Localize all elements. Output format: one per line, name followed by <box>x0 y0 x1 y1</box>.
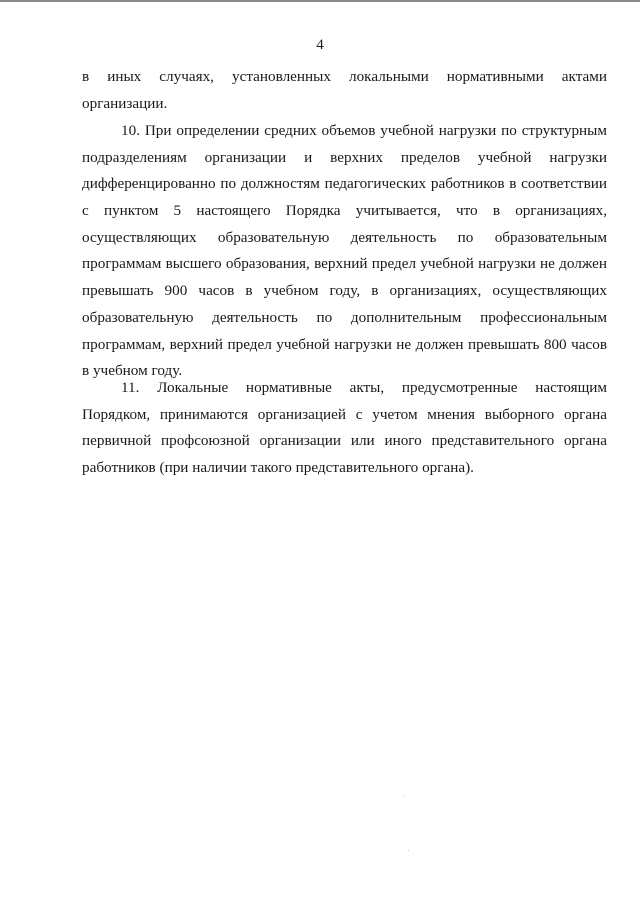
text-line: в учебном году. <box>82 362 183 380</box>
text-line: 11. Локальные нормативные акты, предусмотренные настоящим <box>121 379 607 396</box>
paragraph-10 <box>82 118 607 385</box>
scan-speck <box>404 795 405 796</box>
text-line: программам высшего образования, верхний предел учебной нагрузки не должен <box>82 255 607 273</box>
scan-speck <box>408 850 409 851</box>
paragraph-11 <box>82 375 607 482</box>
text-line: превышать 900 часов в учебном году, в организациях, осуществляющих <box>82 282 607 300</box>
text-line: первичной профсоюзной организации или иного представительного органа <box>82 432 607 450</box>
text-line: с пунктом 5 настоящего Порядка учитывается, что в организациях, <box>82 202 607 220</box>
text-line: организации. <box>82 94 168 112</box>
text-line: работников (при наличии такого представительного органа). <box>82 459 474 477</box>
page-number: 4 <box>316 37 324 53</box>
text-line: образовательную деятельность по дополнительным профессиональным <box>82 308 607 326</box>
text-line: подразделениям организации и верхних пределов учебной нагрузки <box>82 148 607 166</box>
scan-top-edge <box>0 0 640 2</box>
text-line: осуществляющих образовательную деятельность по образовательным <box>82 228 607 246</box>
text-line: дифференцированно по должностям педагогических работников в соответствии <box>82 175 607 193</box>
paragraph-intro <box>82 64 607 117</box>
text-line: в иных случаях, установленных локальными нормативными актами <box>82 68 607 85</box>
text-line: программам, верхний предел учебной нагрузки не должен превышать 800 часов <box>82 335 607 353</box>
text-line: 10. При определении средних объемов учебной нагрузки по структурным <box>121 122 607 139</box>
text-line: Порядком, принимаются организацией с учетом мнения выборного органа <box>82 405 607 423</box>
